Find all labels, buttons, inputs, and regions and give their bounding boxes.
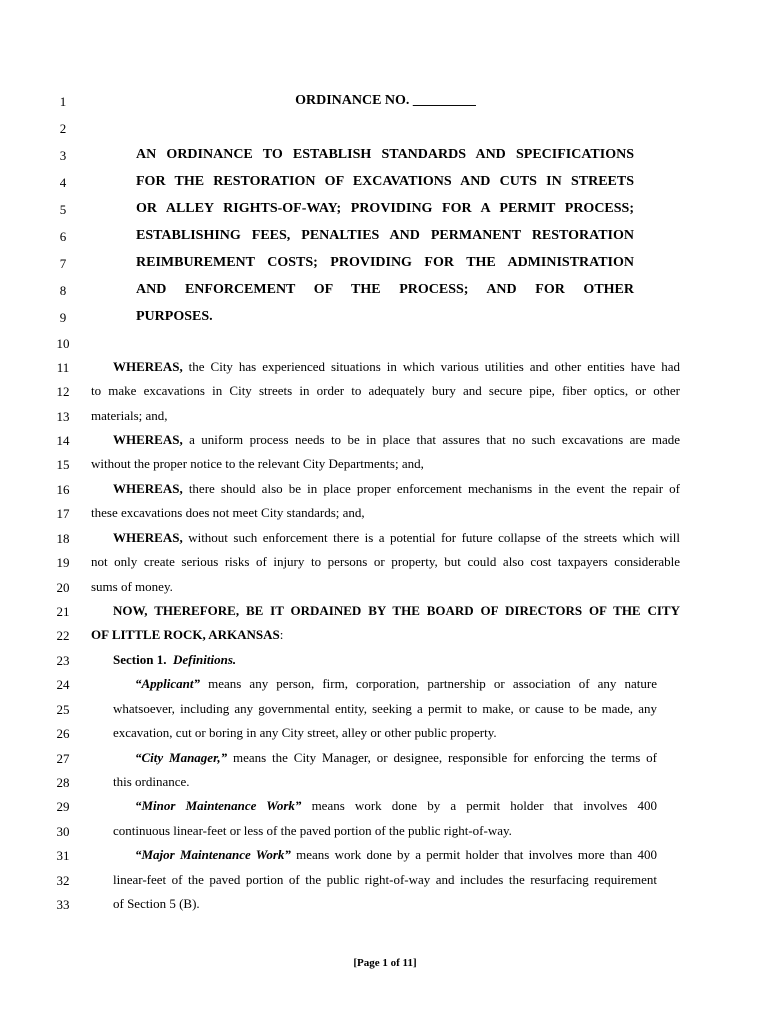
heading-line: REIMBUREMENT COSTS; PROVIDING FOR THE ADMINISTRATION xyxy=(136,255,634,270)
heading-line: AND ENFORCEMENT OF THE PROCESS; AND FOR OTHER xyxy=(136,282,634,297)
definition-text: means the City Manager, or designee, responsible for enforcing the terms of xyxy=(227,750,657,765)
ordaining-clause-line: NOW, THEREFORE, BE IT ORDAINED BY THE BOARD OF DIRECTORS OF THE CITY xyxy=(113,603,680,618)
line-number: 9 xyxy=(59,310,67,325)
definition-term: “Major Maintenance Work” xyxy=(135,847,291,862)
whereas-label: WHEREAS, xyxy=(113,530,183,545)
definition-line xyxy=(113,750,657,766)
definition-term: “Minor Maintenance Work” xyxy=(135,798,302,813)
whereas-clause-line: materials; and, xyxy=(91,408,168,423)
whereas-label: WHEREAS, xyxy=(113,359,183,374)
line-number: 29 xyxy=(56,799,70,814)
line-number: 23 xyxy=(56,653,70,668)
definition-text: means any person, firm, corporation, partnership or association of any nature xyxy=(200,676,657,691)
line-number: 13 xyxy=(56,409,70,424)
definition-line xyxy=(113,847,657,863)
heading-line: ESTABLISHING FEES, PENALTIES AND PERMANENT RESTORATION xyxy=(136,228,634,243)
line-number: 30 xyxy=(56,824,70,839)
line-number: 19 xyxy=(56,555,70,570)
line-number: 26 xyxy=(56,726,70,741)
line-number: 25 xyxy=(56,702,70,717)
definition-line: excavation, cut or boring in any City street, alley or other public property. xyxy=(113,725,497,740)
definition-line xyxy=(113,676,657,692)
definition-line: linear-feet of the paved portion of the public right-of-way and includes the resurfacing requirement xyxy=(113,872,657,887)
clause-text: without such enforcement there is a potential for future collapse of the streets which will xyxy=(182,530,680,545)
line-number: 27 xyxy=(56,751,70,766)
definition-term: “City Manager,” xyxy=(135,750,228,765)
city-name: OF LITTLE ROCK, ARKANSAS xyxy=(91,627,280,642)
ordinance-number-blank: _________ xyxy=(412,93,476,108)
whereas-label: WHEREAS, xyxy=(113,481,183,496)
line-number: 5 xyxy=(59,202,67,217)
line-number: 10 xyxy=(56,336,70,351)
whereas-clause-line xyxy=(91,432,680,448)
ordinance-title xyxy=(91,93,680,109)
line-number: 12 xyxy=(56,384,70,399)
definition-line: continuous linear-feet or less of the paved portion of the public right-of-way. xyxy=(113,823,512,838)
heading-line: FOR THE RESTORATION OF EXCAVATIONS AND CUTS IN STREETS xyxy=(136,174,634,189)
line-number: 33 xyxy=(56,897,70,912)
line-number: 18 xyxy=(56,531,70,546)
definition-text: means work done by a permit holder that involves more than 400 xyxy=(290,847,657,862)
whereas-label: WHEREAS, xyxy=(113,432,183,447)
line-number: 22 xyxy=(56,628,70,643)
definition-line: of Section 5 (B). xyxy=(113,896,200,911)
whereas-clause-line xyxy=(91,530,680,546)
line-number: 7 xyxy=(59,256,67,271)
definition-line: whatsoever, including any governmental entity, seeking a permit to make, or cause to be made, any xyxy=(113,701,657,716)
ordinance-title-prefix: ORDINANCE NO. xyxy=(295,93,413,108)
whereas-clause-line: these excavations does not meet City standards; and, xyxy=(91,505,365,520)
definition-term: “Applicant” xyxy=(135,676,201,691)
whereas-clause-line: sums of money. xyxy=(91,579,173,594)
line-number: 32 xyxy=(56,873,70,888)
line-number: 21 xyxy=(56,604,70,619)
line-number: 24 xyxy=(56,677,70,692)
line-number: 16 xyxy=(56,482,70,497)
heading-line: AN ORDINANCE TO ESTABLISH STANDARDS AND SPECIFICATIONS xyxy=(136,147,634,162)
section-title: Definitions. xyxy=(172,652,237,667)
line-number: 11 xyxy=(56,360,70,375)
line-number: 20 xyxy=(56,580,70,595)
line-number: 28 xyxy=(56,775,70,790)
definition-line: this ordinance. xyxy=(113,774,190,789)
section-heading xyxy=(91,652,680,668)
line-number: 2 xyxy=(59,121,67,136)
definition-text: means work done by a permit holder that involves 400 xyxy=(301,798,657,813)
whereas-clause-line: to make excavations in City streets in order to adequately bury and secure pipe, fiber optics, or other xyxy=(91,383,680,398)
heading-line: PURPOSES. xyxy=(136,309,213,324)
line-number: 17 xyxy=(56,506,70,521)
clause-text: a uniform process needs to be in place that assures that no such excavations are made xyxy=(182,432,680,447)
clause-text: there should also be in place proper enforcement mechanisms in the event the repair of xyxy=(182,481,680,496)
line-number: 3 xyxy=(59,148,67,163)
whereas-clause-line: without the proper notice to the relevant City Departments; and, xyxy=(91,456,424,471)
line-number: 8 xyxy=(59,283,67,298)
whereas-clause-line xyxy=(91,481,680,497)
heading-line: OR ALLEY RIGHTS-OF-WAY; PROVIDING FOR A PERMIT PROCESS; xyxy=(136,201,634,216)
clause-text: : xyxy=(279,627,284,642)
clause-text: the City has experienced situations in which various utilities and other entities have had xyxy=(182,359,680,374)
page-footer: [Page 1 of 11] xyxy=(353,957,417,969)
ordaining-clause-line xyxy=(91,627,680,643)
line-number: 15 xyxy=(56,457,70,472)
line-number: 31 xyxy=(56,848,70,863)
line-number: 1 xyxy=(59,94,67,109)
whereas-clause-line: not only create serious risks of injury to persons or property, but could also cost taxpayers considerable xyxy=(91,554,680,569)
whereas-clause-line xyxy=(91,359,680,375)
line-number: 4 xyxy=(59,175,67,190)
section-label: Section 1. xyxy=(113,652,167,667)
definition-line xyxy=(113,798,657,814)
line-number: 14 xyxy=(56,433,70,448)
line-number: 6 xyxy=(59,229,67,244)
